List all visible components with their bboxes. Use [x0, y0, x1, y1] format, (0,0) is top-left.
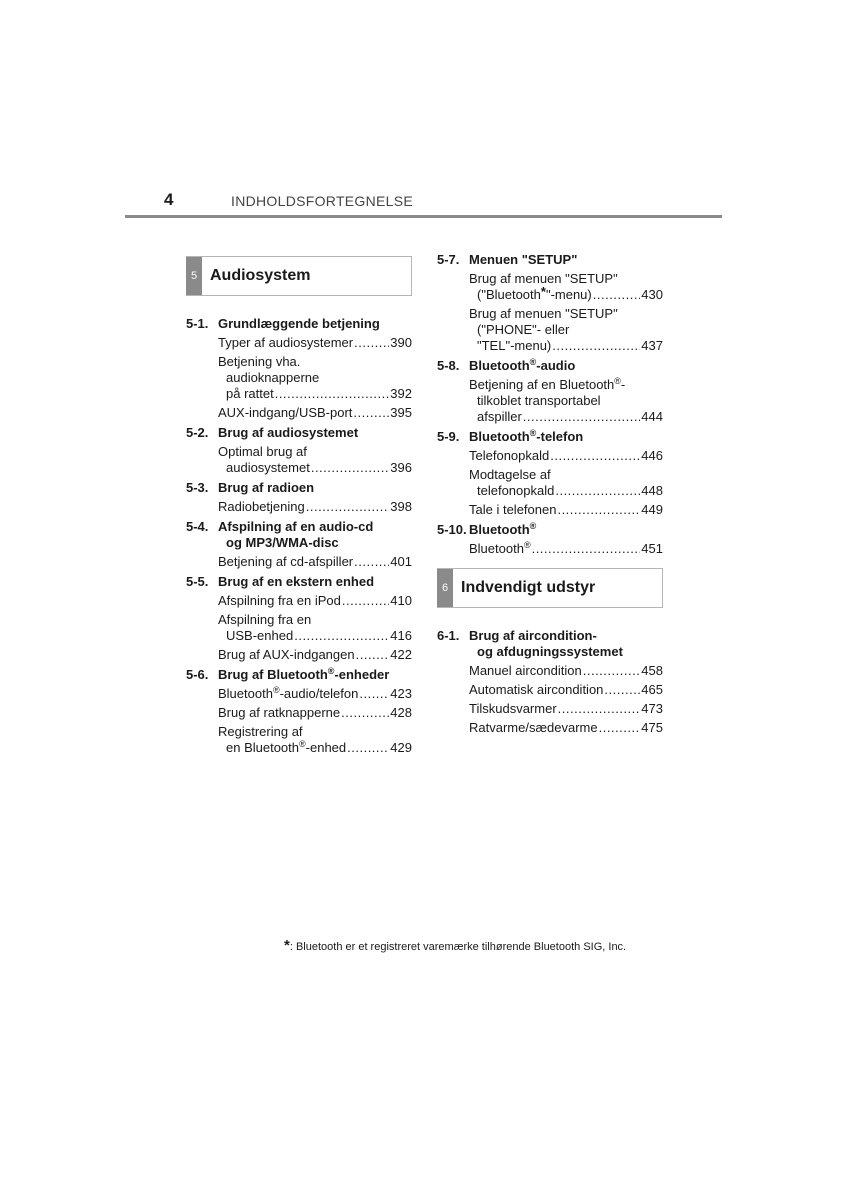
entry-label: på rattet	[226, 386, 274, 401]
header-rule	[125, 215, 722, 218]
footnote	[284, 937, 664, 954]
subsection-title: Brug af aircondition-	[469, 628, 597, 643]
subsection-title: Brug af audiosystemet	[218, 425, 359, 440]
subsection-number: 5-1.	[186, 316, 209, 331]
subsection-number: 5-6.	[186, 667, 209, 682]
toc-subsection-6-1[interactable]	[437, 628, 663, 660]
subsection-number: 5-5.	[186, 574, 209, 589]
entry-label: Automatisk aircondition	[469, 682, 604, 697]
subsection-title-line-2: og afdugningssystemet	[477, 644, 623, 659]
toc-entry[interactable]	[218, 612, 412, 644]
entry-label-line: audioknapperne	[226, 370, 320, 385]
entry-label-line: Brug af menuen "SETUP"	[469, 271, 618, 286]
toc-entry[interactable]	[218, 647, 412, 663]
subsection-title: Brug af en ekstern enhed	[218, 574, 375, 589]
toc-entry[interactable]	[469, 541, 663, 557]
entry-label-line: Betjening vha.	[218, 354, 301, 369]
toc-entry[interactable]	[469, 502, 663, 518]
toc-entry[interactable]	[218, 354, 412, 402]
toc-entry[interactable]	[218, 593, 412, 609]
toc-column-right	[437, 252, 663, 736]
entry-label-line: Brug af menuen "SETUP"	[469, 306, 618, 321]
footnote-text: : Bluetooth er et registreret varemærke tilhørende Bluetooth SIG, Inc.	[289, 941, 627, 953]
toc-entry[interactable]	[218, 444, 412, 476]
entry-page: 398	[390, 499, 412, 514]
entry-label-line: Modtagelse af	[469, 467, 551, 482]
entry-label-line: tilkoblet transportabel	[477, 393, 601, 408]
entry-page: 401	[390, 554, 412, 569]
toc-entry[interactable]	[469, 720, 663, 736]
toc-subsection-5-2[interactable]	[186, 425, 412, 441]
toc-entry[interactable]	[469, 271, 663, 303]
subsection-number: 6-1.	[437, 628, 460, 643]
entry-page: 392	[390, 386, 412, 401]
toc-entry[interactable]	[469, 701, 663, 717]
entry-label: USB-enhed	[226, 628, 294, 643]
entry-label-line: ("PHONE"- eller	[477, 322, 570, 337]
entry-page: 390	[390, 335, 412, 350]
toc-entry[interactable]	[469, 306, 663, 354]
toc-entry[interactable]	[469, 682, 663, 698]
toc-entry[interactable]	[218, 554, 412, 570]
subsection-title: Brug af radioen	[218, 480, 315, 495]
entry-label-line: Optimal brug af	[218, 444, 307, 459]
subsection-title: Bluetooth	[469, 358, 530, 373]
section-title: Indvendigt udstyr	[461, 579, 596, 596]
entry-page: 444	[641, 409, 663, 424]
entry-label: en Bluetooth	[226, 740, 300, 755]
entry-label: telefonopkald	[477, 483, 555, 498]
toc-subsection-5-10[interactable]	[437, 522, 663, 538]
subsection-number: 5-2.	[186, 425, 209, 440]
toc-entry[interactable]	[218, 705, 412, 721]
entry-page: 437	[641, 338, 663, 353]
subsection-title: Afspilning af en audio-cd	[218, 519, 374, 534]
entry-page: 396	[390, 460, 412, 475]
entry-label: Afspilning fra en iPod	[218, 593, 341, 608]
entry-page: 422	[390, 647, 412, 662]
entry-page: 449	[641, 502, 663, 517]
entry-label: ("Bluetooth	[477, 287, 541, 302]
toc-entry[interactable]	[218, 405, 412, 421]
toc-entry[interactable]	[469, 663, 663, 679]
entry-page: 410	[390, 593, 412, 608]
entry-label: Radiobetjening	[218, 499, 305, 514]
entry-label: "TEL"-menu)	[477, 338, 552, 353]
entry-label-line-suffix: -	[620, 377, 626, 392]
section-title: Audiosystem	[210, 267, 311, 284]
entry-label-line: Betjening af en Bluetooth	[469, 377, 615, 392]
subsection-number: 5-10.	[437, 522, 467, 537]
entry-label: Tale i telefonen	[469, 502, 557, 517]
entry-page: 430	[641, 287, 663, 302]
subsection-title-line-2: og MP3/WMA-disc	[226, 535, 339, 550]
footnote-mark: *	[540, 284, 546, 299]
toc-subsection-5-8[interactable]	[437, 358, 663, 374]
section-header-6[interactable]	[437, 568, 663, 608]
registered-mark: ®	[529, 357, 537, 367]
entry-label: Manuel aircondition	[469, 663, 582, 678]
toc-subsection-5-6[interactable]	[186, 667, 412, 683]
entry-label: Ratvarme/sædevarme	[469, 720, 598, 735]
entry-label-suffix: -enhed	[305, 740, 347, 755]
page-title: INDHOLDSFORTEGNELSE	[231, 193, 414, 209]
entry-page: 451	[641, 541, 663, 556]
entry-label: Tilskudsvarmer	[469, 701, 557, 716]
entry-page: 428	[390, 705, 412, 720]
toc-entry[interactable]	[218, 335, 412, 351]
page-number: 4	[164, 190, 174, 209]
subsection-number: 5-3.	[186, 480, 209, 495]
toc-subsection-5-9[interactable]	[437, 429, 663, 445]
subsection-title-suffix: -enheder	[334, 667, 390, 682]
subsection-title: Menuen "SETUP"	[469, 252, 578, 267]
entry-page: 458	[641, 663, 663, 678]
entry-label: audiosystemet	[226, 460, 310, 475]
toc-entry[interactable]	[469, 377, 663, 425]
subsection-title: Brug af Bluetooth	[218, 667, 328, 682]
entry-label: AUX-indgang/USB-port	[218, 405, 353, 420]
subsection-title-suffix: -audio	[536, 358, 576, 373]
registered-mark: ®	[327, 666, 335, 676]
toc-entry[interactable]	[469, 448, 663, 464]
entry-page: 395	[390, 405, 412, 420]
toc-subsection-5-5[interactable]	[186, 574, 412, 590]
entry-label-line: Afspilning fra en	[218, 612, 312, 627]
entry-label: Bluetooth	[469, 541, 524, 556]
toc-column-left	[186, 256, 412, 756]
section-number: 6	[437, 569, 453, 607]
toc-entry[interactable]	[469, 467, 663, 499]
toc-entry[interactable]	[218, 686, 412, 702]
entry-label: Brug af AUX-indgangen	[218, 647, 355, 662]
entry-page: 475	[641, 720, 663, 735]
entry-page: 465	[641, 682, 663, 697]
footnote-mark: *	[284, 937, 290, 954]
entry-page: 423	[390, 686, 412, 701]
subsection-number: 5-8.	[437, 358, 460, 373]
subsection-title: Bluetooth	[469, 429, 530, 444]
toc-entry[interactable]	[218, 499, 412, 515]
entry-page: 446	[641, 448, 663, 463]
entry-label: Typer af audiosystemer	[218, 335, 354, 350]
entry-label: Bluetooth	[218, 686, 273, 701]
subsection-title: Grundlæggende betjening	[218, 316, 380, 331]
subsection-number: 5-9.	[437, 429, 460, 444]
entry-label: Brug af ratknapperne	[218, 705, 341, 720]
toc-subsection-5-3[interactable]	[186, 480, 412, 496]
entry-page: 448	[641, 483, 663, 498]
entry-page: 473	[641, 701, 663, 716]
entry-label: Telefonopkald	[469, 448, 550, 463]
section-number: 5	[186, 257, 202, 295]
toc-subsection-5-7[interactable]	[437, 252, 663, 268]
subsection-number: 5-7.	[437, 252, 460, 267]
registered-mark: ®	[614, 376, 621, 386]
registered-mark: ®	[529, 521, 537, 531]
section-header-5[interactable]	[186, 256, 412, 296]
registered-mark: ®	[523, 540, 531, 550]
registered-mark: ®	[272, 685, 280, 695]
entry-label-suffix: "-menu)	[545, 287, 592, 302]
entry-label-suffix: -audio/telefon	[279, 686, 359, 701]
entry-label-line: Registrering af	[218, 724, 303, 739]
entry-label: afspiller	[477, 409, 522, 424]
toc-subsection-5-4[interactable]	[186, 519, 412, 551]
registered-mark: ®	[299, 739, 306, 749]
registered-mark: ®	[529, 428, 537, 438]
toc-entry[interactable]	[218, 724, 412, 756]
toc-subsection-5-1[interactable]	[186, 316, 412, 332]
entry-page: 429	[390, 740, 412, 755]
entry-page: 416	[390, 628, 412, 643]
subsection-number: 5-4.	[186, 519, 209, 534]
entry-label: Betjening af cd-afspiller	[218, 554, 354, 569]
subsection-title-suffix: -telefon	[536, 429, 584, 444]
subsection-title: Bluetooth	[469, 522, 530, 537]
